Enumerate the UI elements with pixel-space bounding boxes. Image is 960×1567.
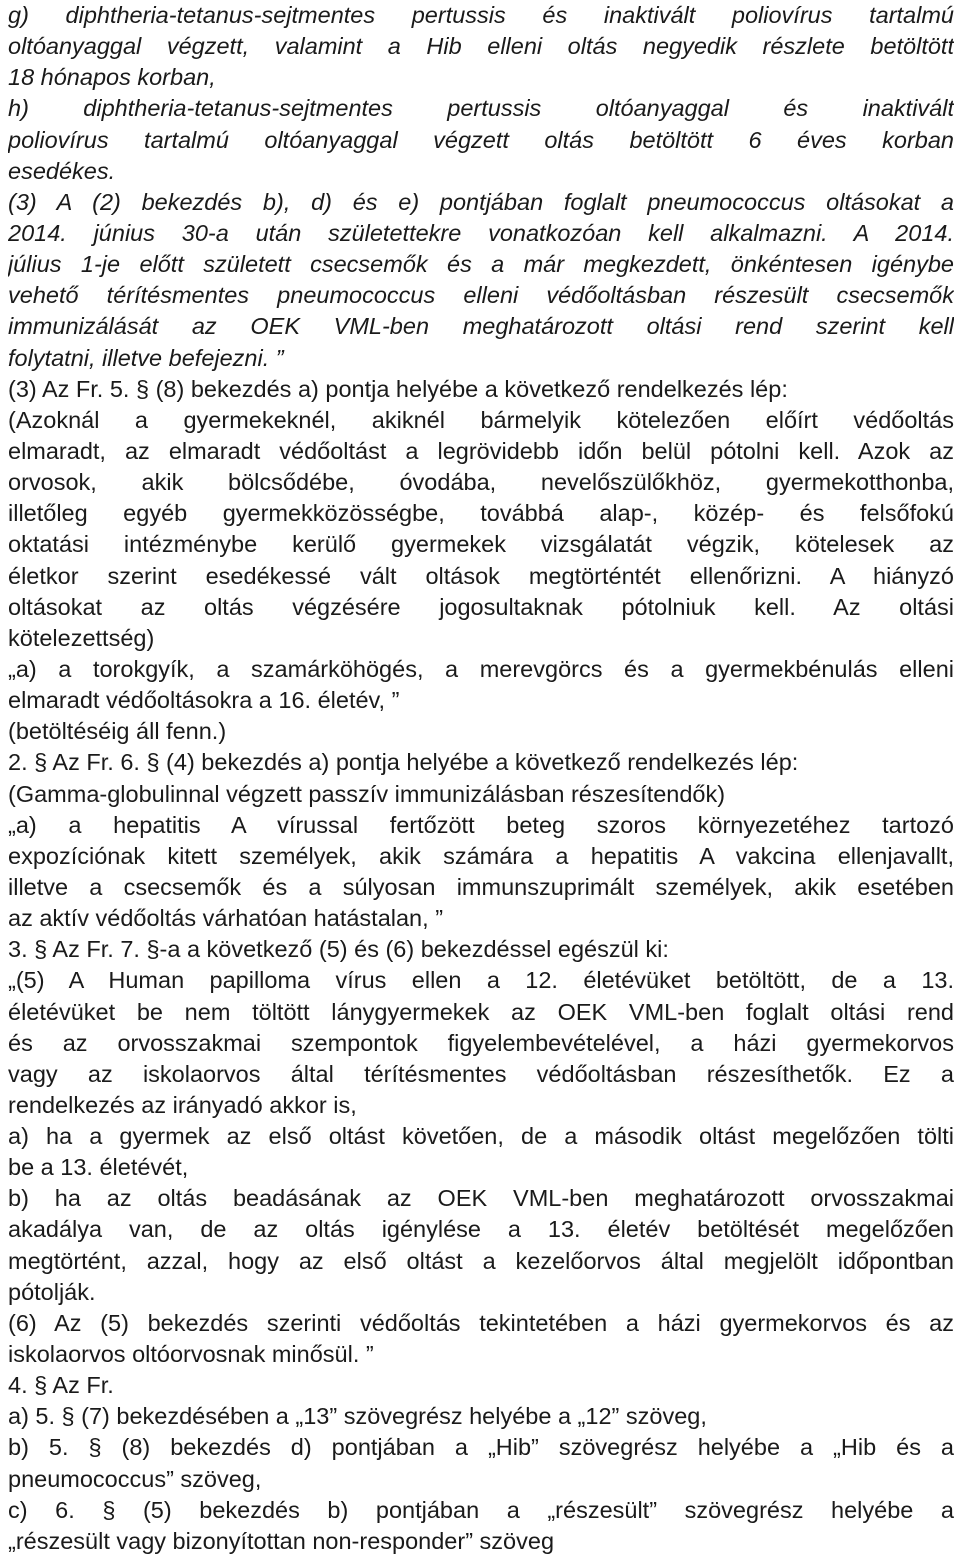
text-segment: 4. § Az Fr. — [8, 1372, 114, 1399]
text-line — [8, 965, 954, 996]
text-segment: és az orvosszakmai szempontok figyelembevételével, a házi gyermekorvos — [8, 1029, 954, 1056]
text-segment: illetőleg egyéb gyermekközösségbe, továbbá alap-, közép- és felsőfokú — [8, 500, 954, 527]
text-segment: b) ha az oltás beadásának az OEK VML-ben meghatározott orvosszakmai — [8, 1185, 954, 1212]
text-line — [8, 62, 954, 93]
text-segment: 18 hónapos korban, — [8, 64, 216, 91]
text-line — [8, 1121, 954, 1152]
text-line — [8, 1401, 954, 1432]
text-line — [8, 93, 954, 124]
text-line — [8, 1339, 954, 1370]
text-line — [8, 1214, 954, 1245]
text-line — [8, 623, 954, 654]
text-segment: illetve a csecsemők és a súlyosan immunszuprimált személyek, akik esetében — [8, 873, 954, 900]
text-line — [8, 1090, 954, 1121]
text-line — [8, 872, 954, 903]
text-line — [8, 654, 954, 685]
text-line — [8, 747, 954, 778]
text-segment: iskolaorvos oltóorvosnak minősül. ” — [8, 1341, 374, 1368]
text-segment: elmaradt védőoltásokra a 16. életév, ” — [8, 687, 400, 714]
text-line — [8, 685, 954, 716]
text-line — [8, 125, 954, 156]
text-line — [8, 716, 954, 747]
text-segment: a) 5. § (7) bekezdésében a „13” szövegrész helyébe a „12” szöveg, — [8, 1403, 707, 1430]
text-segment: a) ha a gyermek az első oltást követően, de a második oltást megelőzően tölti — [8, 1123, 954, 1150]
text-line — [8, 1526, 954, 1557]
text-line — [8, 31, 954, 62]
text-segment: c) 6. § (5) bekezdés b) pontjában a „részesült” szövegrész helyébe a — [8, 1496, 954, 1523]
text-line — [8, 467, 954, 498]
text-segment: (Gamma-globulinnal végzett passzív immunizálásban részesítendők) — [8, 780, 726, 807]
text-line — [8, 1495, 954, 1526]
text-line — [8, 436, 954, 467]
text-line — [8, 561, 954, 592]
text-segment: (betöltéséig áll fenn.) — [8, 718, 227, 745]
text-line — [8, 934, 954, 965]
text-segment: július 1-je előtt született csecsemők és a már megkezdett, önkéntesen igénybe — [8, 251, 954, 278]
text-segment: „a) a hepatitis A vírussal fertőzött beteg szoros környezetéhez tartozó — [8, 811, 954, 838]
text-segment: az aktív védőoltás várhatóan hatástalan, ” — [8, 905, 444, 932]
text-segment: rendelkezés az irányadó akkor is, — [8, 1091, 357, 1118]
text-segment: expozíciónak kitett személyek, akik számára a hepatitis A vakcina ellenjavallt, — [8, 842, 954, 869]
text-line — [8, 187, 954, 218]
text-segment: vagy az iskolaorvos által térítésmentes védőoltásban részesíthetők. Ez a — [8, 1060, 954, 1087]
text-line — [8, 156, 954, 187]
text-line — [8, 592, 954, 623]
text-segment: (3) Az Fr. 5. § (8) bekezdés a) pontja helyébe a következő rendelkezés lép: — [8, 375, 788, 402]
text-segment: orvosok, akik bölcsődébe, óvodába, nevelőszülőkhöz, gyermekotthonba, — [8, 469, 954, 496]
text-segment: oltóanyaggal végzett, valamint a Hib elleni oltás negyedik részlete betöltött — [8, 33, 954, 60]
text-segment: megtörtént, azzal, hogy az első oltást a kezelőorvos által megjelölt időpontban — [8, 1247, 954, 1274]
text-line — [8, 405, 954, 436]
text-line — [8, 1028, 954, 1059]
text-segment: folytatni, illetve befejezni. ” — [8, 344, 284, 371]
text-line — [8, 343, 954, 374]
text-segment: 2. § Az Fr. 6. § (4) bekezdés a) pontja helyébe a következő rendelkezés lép: — [8, 749, 799, 776]
text-segment: 3. § Az Fr. 7. §-a a következő (5) és (6) bekezdéssel egészül ki: — [8, 936, 669, 963]
text-segment: „részesült vagy bizonyítottan non-responder” szöveg — [8, 1527, 555, 1554]
text-line — [8, 903, 954, 934]
text-segment: g) diphtheria-tetanus-sejtmentes pertussis és inaktivált poliovírus tartalmú — [8, 2, 954, 28]
text-segment: életkor szerint esedékessé vált oltások megtörténtét ellenőrizni. A hiányzó — [8, 562, 954, 589]
text-segment: be a 13. életévét, — [8, 1154, 189, 1181]
text-segment: (Azoknál a gyermekeknél, akiknél bármelyik kötelezően előírt védőoltás — [8, 406, 954, 433]
text-segment: h) diphtheria-tetanus-sejtmentes pertussis oltóanyaggal és inaktivált — [8, 95, 954, 122]
text-line — [8, 1183, 954, 1214]
text-segment: elmaradt, az elmaradt védőoltást a legrövidebb időn belül pótolni kell. Azok az — [8, 437, 954, 464]
text-segment: (3) A (2) bekezdés b), d) és e) pontjában foglalt pneumococcus oltásokat a — [8, 188, 954, 215]
text-segment: poliovírus tartalmú oltóanyaggal végzett oltás betöltött 6 éves korban — [8, 126, 954, 153]
text-segment: 2014. június 30-a után születettekre vonatkozóan kell alkalmazni. A 2014. — [8, 219, 954, 246]
text-line — [8, 1277, 954, 1308]
text-segment: „a) a torokgyík, a szamárköhögés, a merevgörcs és a gyermekbénulás elleni — [8, 655, 954, 682]
text-line — [8, 810, 954, 841]
text-line — [8, 1246, 954, 1277]
text-segment: kötelezettség) — [8, 624, 155, 651]
text-segment: (6) Az (5) bekezdés szerinti védőoltás tekintetében a házi gyermekorvos és az — [8, 1309, 954, 1336]
text-segment: pneumococcus” szöveg, — [8, 1465, 262, 1492]
text-segment: oktatási intézménybe kerülő gyermekek vizsgálatát végzik, kötelesek az — [8, 531, 954, 558]
text-segment: életévüket be nem töltött lánygyermekek az OEK VML-ben foglalt oltási rend — [8, 998, 954, 1025]
text-line — [8, 779, 954, 810]
text-segment: oltásokat az oltás végzésére jogosultaknak pótolniuk kell. Az oltási — [8, 593, 954, 620]
text-segment: pótolják. — [8, 1278, 96, 1305]
text-line — [8, 529, 954, 560]
text-segment: immunizálását az OEK VML-ben meghatározott oltási rend szerint kell — [8, 313, 954, 340]
text-line — [8, 841, 954, 872]
text-line — [8, 1152, 954, 1183]
text-line — [8, 249, 954, 280]
text-line — [8, 311, 954, 342]
text-line — [8, 1432, 954, 1463]
text-line — [8, 218, 954, 249]
text-segment: b) 5. § (8) bekezdés d) pontjában a „Hib” szövegrész helyébe a „Hib és a — [8, 1434, 954, 1461]
text-line — [8, 1370, 954, 1401]
text-line — [8, 997, 954, 1028]
text-line — [8, 280, 954, 311]
text-segment: esedékes. — [8, 157, 116, 184]
text-segment: „(5) A Human papilloma vírus ellen a 12. életévüket betöltött, de a 13. — [8, 967, 954, 994]
text-segment: akadálya van, de az oltás igénylése a 13. életév betöltését megelőzően — [8, 1216, 954, 1243]
text-line — [8, 1308, 954, 1339]
text-line — [8, 374, 954, 405]
text-line — [8, 1059, 954, 1090]
text-segment: vehető térítésmentes pneumococcus elleni védőoltásban részesült csecsemők — [8, 282, 954, 309]
text-line — [8, 0, 954, 31]
text-line — [8, 1464, 954, 1495]
text-line — [8, 498, 954, 529]
